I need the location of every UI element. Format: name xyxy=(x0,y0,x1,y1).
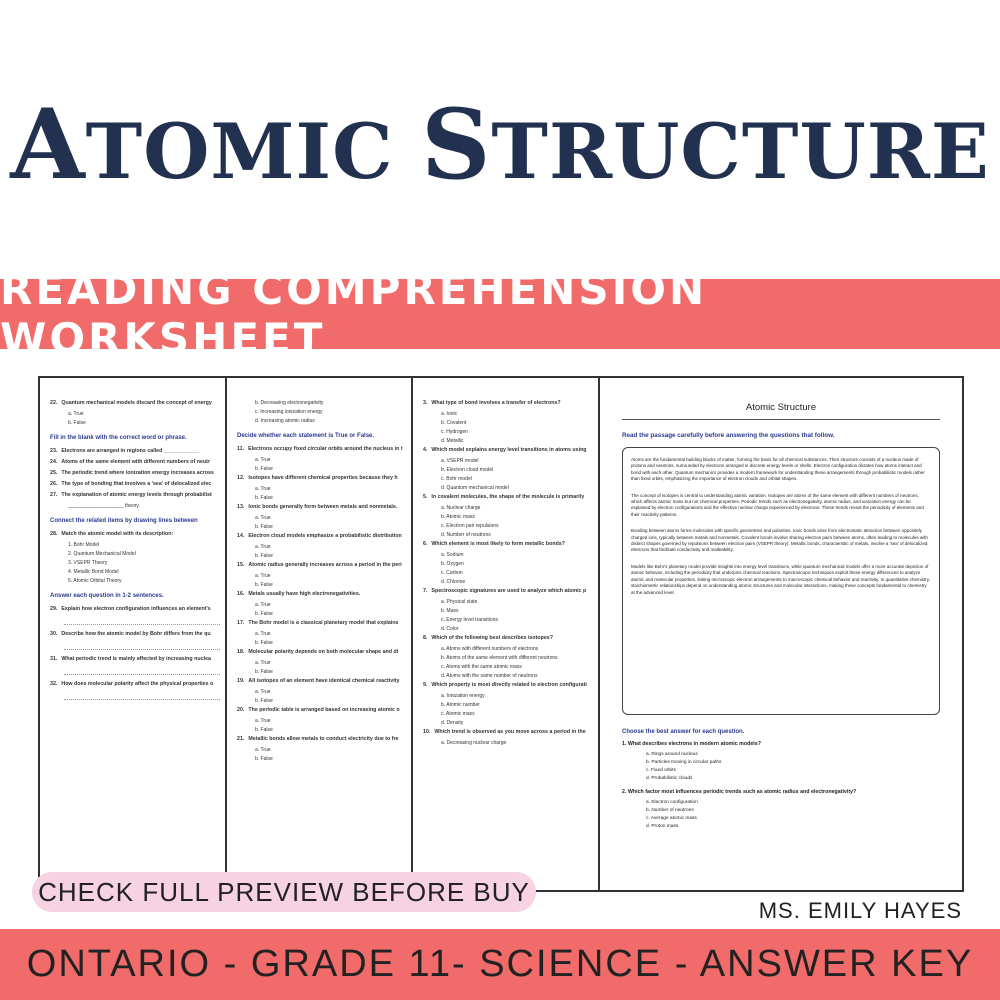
question-number: 10. xyxy=(423,729,431,735)
question-text: What periodic trend is mainly affected by increasing nuclea xyxy=(61,656,211,662)
question-number: 7. xyxy=(423,588,428,594)
question-text: Which of the following best describes isotopes? xyxy=(431,635,553,641)
answer-option: d. Density xyxy=(441,720,464,726)
question-text: All isotopes of an element have identical chemical reactivity xyxy=(248,678,400,684)
answer-option: a. True xyxy=(255,457,271,463)
answer-option: b. Number of neutrons xyxy=(646,808,694,813)
question-number: 14. xyxy=(237,533,245,539)
question-text: Molecular polarity depends on both molecular shape and di xyxy=(248,649,399,655)
answer-option: c. Electron pair repulsions xyxy=(441,523,499,529)
question-number: 5. xyxy=(423,494,428,500)
title-initial: A xyxy=(10,88,86,201)
question xyxy=(237,707,417,714)
answer-option: d. Quantum mechanical model xyxy=(441,485,509,491)
answer-option: c. Increasing ionization energy xyxy=(255,409,323,415)
answer-option: b. Covalent xyxy=(441,420,467,426)
question-text: Atomic radius generally increases across a period in the peri xyxy=(248,562,402,568)
answer-option: b. Oxygen xyxy=(441,561,464,567)
question xyxy=(50,681,230,688)
answer-option: d. Increasing atomic radius xyxy=(255,418,315,424)
answer-option: b. False xyxy=(255,553,273,559)
answer-option: a. Nuclear charge xyxy=(441,505,481,511)
answer-option: a. True xyxy=(255,544,271,550)
question xyxy=(237,649,417,656)
worksheet-page-preview xyxy=(38,376,238,892)
answer-option: d. Metallic xyxy=(441,438,464,444)
product-title xyxy=(0,88,1000,201)
answer-option: a. True xyxy=(255,486,271,492)
question-number: 31. xyxy=(50,656,58,662)
answer-option: b. False xyxy=(255,611,273,617)
title-word: TRUCTURE xyxy=(491,107,990,196)
author-name: MS. EMILY HAYES xyxy=(758,898,962,923)
question-text: The type of bonding that involves a 'sea' of delocalized elec xyxy=(61,481,212,487)
answer-option: c. Fixed orbits xyxy=(646,768,676,773)
answer-option: 5. Atomic Orbital Theory xyxy=(68,578,122,584)
answer-option: c. Bohr model xyxy=(441,476,472,482)
answer-option: a. True xyxy=(255,660,271,666)
question-number: 15. xyxy=(237,562,245,568)
worksheet-title: Atomic Structure xyxy=(622,402,940,420)
question-number: 29. xyxy=(50,606,58,612)
answer-option: 1. Bohr Model xyxy=(68,542,100,548)
question-text: The periodic trend where ionization energy increases across xyxy=(61,470,214,476)
answer-option: d. Color xyxy=(441,626,459,632)
section-heading: Connect the related items by drawing lines between xyxy=(50,518,198,524)
question xyxy=(423,682,603,689)
question-number: 19. xyxy=(237,678,245,684)
question-number: 4. xyxy=(423,447,428,453)
answer-option: b. Atoms of the same element with different neutrons xyxy=(441,655,558,661)
question xyxy=(50,481,230,488)
question-text: Metals usually have high electronegativities. xyxy=(248,591,361,597)
page-content xyxy=(423,400,603,749)
question xyxy=(50,656,230,663)
answer-option: a. Ionic xyxy=(441,411,458,417)
question xyxy=(237,591,417,598)
question-number: 11. xyxy=(237,446,245,452)
preview-note-text: CHECK FULL PREVIEW BEFORE BUY xyxy=(38,876,530,907)
question xyxy=(237,562,417,569)
question xyxy=(423,635,603,642)
answer-option: 3. VSEPR Theory xyxy=(68,560,108,566)
question xyxy=(237,736,417,743)
answer-option: a. VSEPR model xyxy=(441,458,479,464)
answer-option: a. Atoms with different numbers of electrons xyxy=(441,646,539,652)
question-text: Electron cloud models emphasize a probabilistic distribution xyxy=(248,533,402,539)
question-text: Match the atomic model with its description: xyxy=(61,531,174,537)
question xyxy=(50,531,230,538)
question-text: Quantum mechanical models discard the concept of energy xyxy=(61,400,212,406)
worksheet-page-preview xyxy=(411,376,611,892)
answer-option: b. False xyxy=(255,582,273,588)
question xyxy=(50,492,230,499)
footer-text: ONTARIO - GRADE 11- SCIENCE - ANSWER KEY xyxy=(26,943,974,985)
answer-option: b. False xyxy=(255,756,273,762)
question-text: Metallic bonds allow metals to conduct electricity due to fre xyxy=(248,736,399,742)
question-number: 27. xyxy=(50,492,58,498)
question-number: 8. xyxy=(423,635,428,641)
reading-passage xyxy=(622,447,940,715)
question-text: Isotopes have different chemical properties because they h xyxy=(248,475,398,481)
answer-option: a. True xyxy=(255,631,271,637)
question xyxy=(237,620,417,627)
question-text: Spectroscopic signatures are used to analyze which atomic p xyxy=(431,588,587,594)
question-number: 28. xyxy=(50,531,58,537)
question xyxy=(423,729,603,736)
answer-option: a. True xyxy=(255,747,271,753)
question-text: What type of bond involves a transfer of electrons? xyxy=(431,400,561,406)
answer-option: d. Chlorine xyxy=(441,579,466,585)
answer-option: b. False xyxy=(255,727,273,733)
answer-option: b. False xyxy=(255,698,273,704)
answer-option: a. Ionization energy xyxy=(441,693,485,699)
answer-option: b. Atomic number xyxy=(441,702,480,708)
answer-option: a. True xyxy=(255,602,271,608)
answer-option: a. Electron configuration xyxy=(646,800,698,805)
answer-option: c. Energy level transitions xyxy=(441,617,498,623)
answer-line xyxy=(64,617,220,625)
question xyxy=(50,631,230,638)
answer-option: c. Hydrogen xyxy=(441,429,468,435)
question-text: Electrons are arranged in regions called ____________ xyxy=(61,448,200,454)
question-text: Describe how the atomic model by Bohr differs from the qu xyxy=(61,631,211,637)
answer-option: d. Atoms with the same number of neutrons xyxy=(441,673,538,679)
question xyxy=(50,459,230,466)
question-number: 9. xyxy=(423,682,428,688)
question xyxy=(237,504,417,511)
answer-option: a. True xyxy=(255,718,271,724)
answer-option: c. Atomic mass xyxy=(441,711,475,717)
question-text: In covalent molecules, the shape of the molecule is primarily xyxy=(431,494,585,500)
question: 1. What describes electrons in modern atomic models? xyxy=(622,741,761,747)
answer-option: b. False xyxy=(255,495,273,501)
question xyxy=(237,446,417,453)
question-number: 22. xyxy=(50,400,58,406)
question-text: Which element is most likely to form metallic bonds? xyxy=(431,541,566,547)
answer-option: a. Sodium xyxy=(441,552,464,558)
answer-option: b. False xyxy=(255,466,273,472)
title-initial: S xyxy=(421,88,492,201)
question-text: The Bohr model is a classical planetary model that explains xyxy=(248,620,399,626)
passage-paragraph: Bonding between atoms forms molecules with specific geometries and polarities. Ionic bonds arise from electrostatic attraction between oppositely charged ions, typically between metals and nonmetals. Covalent bonds involve sharing electron pairs between atoms, often leading to molecules with distinct shapes governed by repulsions between electron pairs (VSEPR theory). Metallic bonds, characteristic of metals, involve a 'sea' of delocalized electrons that facilitate conductivity and malleability. xyxy=(631,528,928,553)
subtitle-text: READING COMPREHENSION WORKSHEET xyxy=(0,265,708,363)
question-number: 30. xyxy=(50,631,58,637)
answer-option: 4. Metallic Bond Model xyxy=(68,569,119,575)
question xyxy=(423,588,603,595)
question-number: 3. xyxy=(423,400,428,406)
answer-option: b. False xyxy=(255,669,273,675)
answer-line xyxy=(64,692,220,700)
question: 2. Which factor most influences periodic trends such as atomic radius and electronegativity? xyxy=(622,789,857,795)
answer-option: a. Rings around nucleus xyxy=(646,752,698,757)
question xyxy=(237,475,417,482)
question-text: The periodic table is arranged based on increasing atomic n xyxy=(248,707,400,713)
subtitle-banner xyxy=(0,265,1000,363)
answer-option: b. Decreasing electronegativity xyxy=(255,400,324,406)
answer-option: a. True xyxy=(255,515,271,521)
worksheet-front-page xyxy=(598,376,964,892)
answer-option: 2. Quantum Mechanical Model xyxy=(68,551,136,557)
section-heading: Answer each question in 1-2 sentences. xyxy=(50,593,164,599)
answer-option: b. Electron cloud model xyxy=(441,467,494,473)
answer-option: b. Particles moving in circular paths xyxy=(646,760,722,765)
question xyxy=(50,470,230,477)
answer-option: b. Mass xyxy=(441,608,459,614)
answer-option: c. Average atomic mass xyxy=(646,816,697,821)
answer-option: b. False xyxy=(68,420,86,426)
question-text: Ionic bonds generally form between metals and nonmetals. xyxy=(248,504,398,510)
answer-option: a. True xyxy=(255,689,271,695)
answer-option: c. Carbon xyxy=(441,570,463,576)
question xyxy=(423,541,603,548)
question-number: 20. xyxy=(237,707,245,713)
worksheet-instruction: Read the passage carefully before answering the questions that follow. xyxy=(622,432,835,439)
passage-paragraph: The concept of isotopes is central to understanding atomic variation. Isotopes are atoms of the same element with different numbers of neutrons, which affects atomic mass but not chemical properties. Periodic trends such as electronegativity, atomic radius, and ionization energy can be explained by electron configurations and the effective nuclear charge experienced by electrons. These trends reveal the periodicity of elements and their reactivity patterns. xyxy=(631,492,924,517)
question xyxy=(237,533,417,540)
answer-option: c. Atoms with the same atomic mass xyxy=(441,664,522,670)
answer-option: b. Atomic mass xyxy=(441,514,475,520)
question-number: 23. xyxy=(50,448,58,454)
question xyxy=(423,494,603,501)
question-number: 32. xyxy=(50,681,58,687)
question-text: Which property is most directly related to electron configurati xyxy=(431,682,587,688)
answer-option: ____________________ theory. xyxy=(68,503,140,509)
question xyxy=(423,400,603,407)
question-number: 21. xyxy=(237,736,245,742)
question xyxy=(237,678,417,685)
question-text: Which model explains energy level transitions in atoms using xyxy=(431,447,587,453)
answer-option: d. Number of neutrons xyxy=(441,532,491,538)
question xyxy=(50,400,230,407)
question-number: 16. xyxy=(237,591,245,597)
footer-banner xyxy=(0,929,1000,1000)
question-number: 26. xyxy=(50,481,58,487)
passage-paragraph: Atoms are the fundamental building blocks of matter, forming the basis for all chemical substances. Their structure consists of a nucleus made of protons and neutrons, surrounded by electrons arranged in discrete energy levels or shells. Electron configuration dictates how atoms interact and bond with each other. Quantum mechanics provides a modern framework for understanding these arrangements through probabilistic models rather than fixed orbits, emphasizing the importance of electron clouds and orbital shapes. xyxy=(631,457,925,482)
page-content xyxy=(237,400,417,765)
question-number: 13. xyxy=(237,504,245,510)
passage-paragraph: Models like Bohr's planetary model provide insights into energy level transitions, while quantum mechanical models offer a more accurate depiction of atomic behavior, including the periodicity that underpins chemical reactions. Spectroscopic techniques exploit these energy differences to analyze atomic and molecular properties, linking microscopic electron arrangements to macroscopic chemical behavior and reactivity. In quantitative chemistry, stoichiometric relationships depend on understanding atomic structures and molecular interactions, making these concepts fundamental to chemistry at the advanced level. xyxy=(631,563,930,595)
answer-option: a. True xyxy=(255,573,271,579)
question-text: How does molecular polarity affect the physical properties o xyxy=(61,681,214,687)
question xyxy=(50,606,230,613)
question-number: 17. xyxy=(237,620,245,626)
question-number: 6. xyxy=(423,541,428,547)
answer-option: b. False xyxy=(255,524,273,530)
section-heading: Fill in the blank with the correct word or phrase. xyxy=(50,435,187,441)
answer-option: d. Proton mass xyxy=(646,824,679,829)
title-word: TOMIC xyxy=(85,107,394,196)
question-text: The explanation of atomic energy levels through probabilist xyxy=(61,492,212,498)
answer-line xyxy=(64,667,220,675)
question-number: 25. xyxy=(50,470,58,476)
question-text: Which trend is observed as you move across a period in the xyxy=(434,729,586,735)
page-content xyxy=(50,400,230,706)
question xyxy=(50,448,230,455)
section-heading: Decide whether each statement is True or False. xyxy=(237,433,375,439)
question-text: Explain how electron configuration influences an element's xyxy=(61,606,211,612)
answer-line xyxy=(64,642,220,650)
section-heading: Choose the best answer for each question. xyxy=(622,729,745,735)
preview-note-badge xyxy=(32,872,536,912)
answer-option: a. Physical state xyxy=(441,599,478,605)
question-text: Atoms of the same element with different numbers of neutr xyxy=(61,459,211,465)
answer-option: a. Decreasing nuclear charge xyxy=(441,740,507,746)
question-number: 12. xyxy=(237,475,245,481)
answer-option: a. True xyxy=(68,411,84,417)
question-number: 18. xyxy=(237,649,245,655)
question-number: 24. xyxy=(50,459,58,465)
question xyxy=(423,447,603,454)
answer-option: b. False xyxy=(255,640,273,646)
question-text: Electrons occupy fixed circular orbits around the nucleus in t xyxy=(248,446,403,452)
answer-option: d. Probabilistic clouds xyxy=(646,776,693,781)
